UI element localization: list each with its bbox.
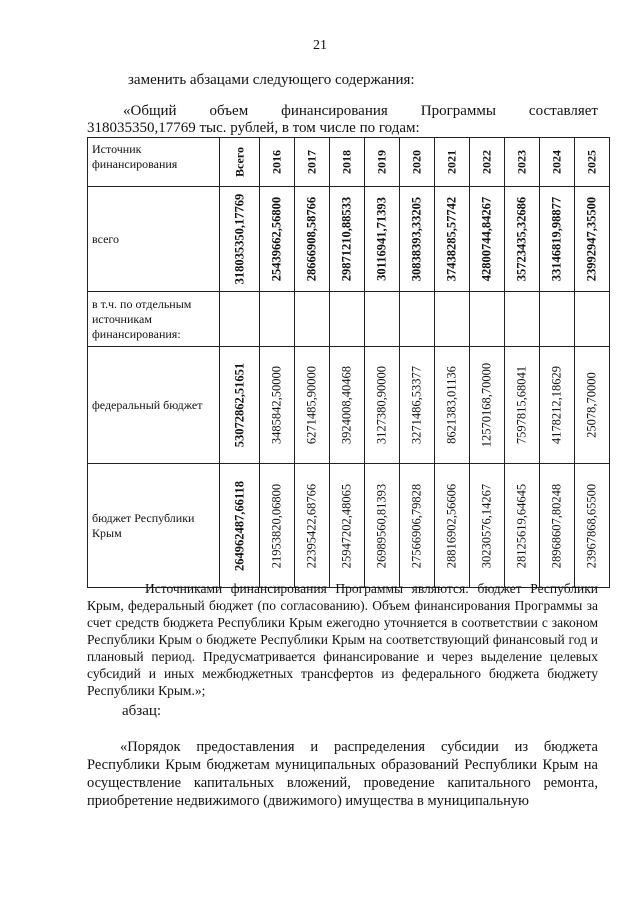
row-value: 7597815,68041 <box>514 365 529 445</box>
table-row <box>88 347 610 464</box>
header-year-cell <box>575 138 610 187</box>
row-value: 3485842,50000 <box>269 365 284 445</box>
table-row <box>88 464 610 588</box>
table-row <box>88 292 610 347</box>
row-value: 3127380,90000 <box>374 365 389 445</box>
row-label: всего <box>88 187 220 292</box>
quote-word: финансирования <box>281 103 388 119</box>
row-value: 30116941,71393 <box>374 197 389 281</box>
paragraph-order <box>87 738 598 810</box>
header-year: 2019 <box>374 150 389 174</box>
abzac-label: абзац: <box>122 703 162 719</box>
row-value: 27566906,79828 <box>409 483 424 568</box>
row-label: бюджет Республики Крым <box>88 464 220 588</box>
quote-word: составляет <box>528 103 598 119</box>
header-year: 2023 <box>514 150 529 174</box>
financing-table <box>87 137 610 588</box>
header-year-cell <box>295 138 330 187</box>
quote-line-1 <box>123 103 598 120</box>
row-value: 28968607,80248 <box>549 483 564 568</box>
header-year: 2017 <box>304 150 319 174</box>
row-value: 23967868,65500 <box>584 483 599 568</box>
row-value: 28666908,58766 <box>304 196 319 282</box>
row-value: 8621383,01136 <box>444 366 459 444</box>
row-value: 29871210,88533 <box>339 196 354 282</box>
row-value: 6271485,90000 <box>304 365 319 445</box>
intro-line: заменить абзацами следующего содержания: <box>128 72 415 88</box>
header-year-cell <box>365 138 400 187</box>
row-value: 23992947,35500 <box>584 196 599 282</box>
row-value: 28816902,56606 <box>444 483 459 568</box>
row-total: 53072862,51651 <box>232 362 246 448</box>
quote-word: объем <box>209 103 249 119</box>
header-year: 2025 <box>584 150 599 174</box>
page-number: 21 <box>313 38 327 53</box>
row-label: в т.ч. по отдельным источникам финансирования: <box>88 292 220 347</box>
row-value: 33146819,98877 <box>549 196 564 282</box>
table-row <box>88 187 610 292</box>
header-year: 2020 <box>409 150 424 174</box>
header-source: Источник финансирования <box>88 138 220 187</box>
row-value: 12570168,70000 <box>479 362 494 448</box>
row-value: 26989560,81393 <box>374 483 389 568</box>
row-value: 21953820,06800 <box>269 483 284 568</box>
paragraph-sources-text: Источниками финансирования Программы являются: бюджет Республики Крым, федеральный бюджет (по согласованию). Объем финансирования Программы за счет средств бюджета Республики Крым ежегодно уточняется в соответствии с законом Республики Крым о бюджете Республики Крым на соответствующий финансовый год и плановый период. Предусматривается финансирование и через выделение целевых субсидий и иных межбюджетных трансфертов из федерального бюджета бюджету Республики Крым.»; <box>87 581 598 698</box>
row-label: федеральный бюджет <box>88 347 220 464</box>
row-value: 25947202,48065 <box>339 483 354 568</box>
header-year-cell <box>330 138 365 187</box>
header-year-cell <box>260 138 295 187</box>
row-value: 28125619,64645 <box>514 483 529 568</box>
header-total-cell <box>220 138 260 187</box>
header-year: 2018 <box>339 150 354 174</box>
table-header-row <box>88 138 610 187</box>
row-total: 264962487,66118 <box>232 480 246 571</box>
header-year: 2016 <box>269 150 284 174</box>
quote-line-2: 318035350,17769 тыс. рублей, в том числе по годам: <box>87 120 420 136</box>
row-value: 25078,70000 <box>584 372 599 438</box>
row-value: 3924008,40468 <box>339 365 354 445</box>
header-year-cell <box>505 138 540 187</box>
header-total: Всего <box>232 147 246 177</box>
header-year-cell <box>540 138 575 187</box>
header-year-cell <box>400 138 435 187</box>
row-value: 4178212,18629 <box>549 365 564 445</box>
row-value: 35723435,32686 <box>514 196 529 282</box>
row-value: 25439662,56800 <box>269 196 284 282</box>
header-year: 2021 <box>444 150 459 174</box>
quote-word: Программы <box>420 103 496 119</box>
row-value: 3271486,53377 <box>409 365 424 445</box>
row-total: 318035350,17769 <box>232 193 246 285</box>
header-year-cell <box>435 138 470 187</box>
quote-word: «Общий <box>123 103 177 119</box>
paragraph-sources <box>87 580 598 699</box>
header-year-cell <box>470 138 505 187</box>
header-year: 2024 <box>549 150 564 174</box>
row-value: 30230576,14267 <box>479 483 494 568</box>
row-value: 37438285,57742 <box>444 196 459 282</box>
row-value: 42800744,84267 <box>479 196 494 282</box>
row-value: 30838393,33205 <box>409 196 424 282</box>
paragraph-order-text: «Порядок предоставления и распределения субсидии из бюджета Республики Крым бюджетам муниципальных образований Республики Крым на осуществление капитальных вложений, проведение капитального ремонта, приобретение недвижимого (движимого) имущества в муниципальную <box>87 739 598 809</box>
header-year: 2022 <box>479 150 494 174</box>
row-value: 22395422,68766 <box>304 483 319 568</box>
